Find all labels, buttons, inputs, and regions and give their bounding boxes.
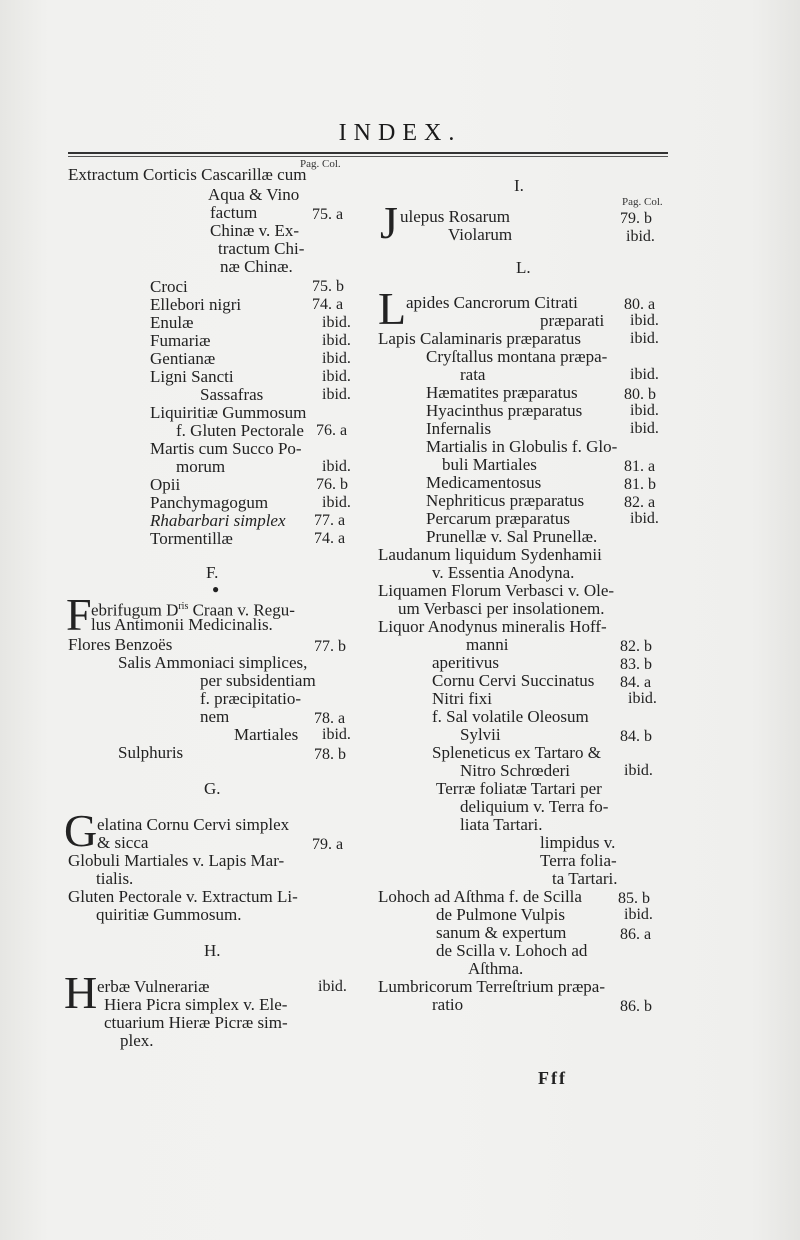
entry-line: næ Chinæ. xyxy=(220,257,293,276)
entry-line: Croci xyxy=(150,277,188,296)
entry-line: sanum & expertum xyxy=(436,923,567,942)
right-column-header: Pag. Col. xyxy=(622,196,663,208)
entry-line: ratio xyxy=(432,995,464,1014)
entry-line: Lapis Calaminaris præparatus xyxy=(378,329,582,348)
entry-line: ulepus Rosarum xyxy=(400,207,511,226)
page-reference: 84. a xyxy=(620,674,652,691)
entry-line: Liquiritiæ Gummosum xyxy=(150,403,307,422)
entry-line: elatina Cornu Cervi simplex xyxy=(97,815,290,834)
page-reference: ibid. xyxy=(628,690,657,707)
entry-line: Tormentillæ xyxy=(150,529,233,548)
entry-line: Martis cum Succo Po- xyxy=(150,439,302,458)
drop-cap: G xyxy=(64,805,98,856)
page-reference: 81. a xyxy=(624,458,656,475)
page-reference: 79. a xyxy=(312,836,344,853)
entry-line: præparati xyxy=(540,311,605,330)
entry-line: Liquamen Florum Verbasci v. Ole- xyxy=(378,581,615,600)
entry-line: Cryſtallus montana præpa- xyxy=(426,347,608,366)
left-column-header: Pag. Col. xyxy=(300,158,341,170)
entry-line: plex. xyxy=(120,1031,154,1050)
section-heading: I. xyxy=(514,176,524,195)
entry-line: Sassafras xyxy=(200,385,264,404)
entry-line: rata xyxy=(460,365,486,384)
page-reference: ibid. xyxy=(624,762,653,779)
section-heading: G. xyxy=(204,779,221,798)
drop-cap: J xyxy=(380,197,398,248)
signature-mark: Fff xyxy=(538,1068,567,1088)
entry-line: deliquium v. Terra fo- xyxy=(460,797,609,816)
page-reference: ibid. xyxy=(322,386,351,403)
entry-line: quiritiæ Gummosum. xyxy=(96,905,242,924)
page-reference: 76. a xyxy=(316,422,348,439)
entry-line: Hiera Picra simplex v. Ele- xyxy=(104,995,288,1014)
entry-line: & sicca xyxy=(97,833,149,852)
page-title: INDEX. xyxy=(338,120,462,146)
section-heading: F. xyxy=(206,563,219,582)
entry-line: Sulphuris xyxy=(118,743,184,762)
page-reference: ibid. xyxy=(322,368,351,385)
entry-line: ebrifugum $D^{ris}$ Craan v. Regu- xyxy=(91,600,295,620)
entry-line: buli Martiales xyxy=(442,455,537,474)
entry-line: nem xyxy=(200,707,230,726)
entry-line: Laudanum liquidum Sydenhamii xyxy=(378,545,602,564)
entry-line: aperitivus xyxy=(432,653,500,672)
entry-line: Cornu Cervi Succinatus xyxy=(432,671,595,690)
entry-line: f. Sal volatile Oleosum xyxy=(432,707,589,726)
section-heading: H. xyxy=(204,941,221,960)
entry-line: tialis. xyxy=(96,869,134,888)
entry-line: Flores Benzoës xyxy=(68,635,173,654)
page-reference: ibid. xyxy=(630,312,659,329)
entry-line: limpidus v. xyxy=(540,833,616,852)
entry-line: tractum Chi- xyxy=(218,239,305,258)
page-reference: ibid. xyxy=(630,420,659,437)
entry-line: Nephriticus præparatus xyxy=(426,491,585,510)
entry-line: Gentianæ xyxy=(150,349,216,368)
page-reference: 83. b xyxy=(620,656,652,673)
entry-line: Extractum Corticis Cascarillæ cum xyxy=(68,165,307,184)
page-reference: ibid. xyxy=(630,510,659,527)
entry-line: Panchymagogum xyxy=(150,493,269,512)
entry-line: Lohoch ad Aſthma f. de Scilla xyxy=(378,887,582,906)
page-reference: ibid. xyxy=(318,978,347,995)
page-reference: 74. a xyxy=(312,296,344,313)
page-reference: 74. a xyxy=(314,530,346,547)
page-reference: 78. a xyxy=(314,710,346,727)
entry-line: Fumariæ xyxy=(150,331,211,350)
page-reference: 77. a xyxy=(314,512,346,529)
page-reference: ibid. xyxy=(624,906,653,923)
entry-line: Nitri fixi xyxy=(432,689,492,708)
entry-line: lus Antimonii Medicinalis. xyxy=(91,615,273,634)
entry-line: Hyacinthus præparatus xyxy=(426,401,583,420)
entry-line: Lumbricorum Terreſtrium præpa- xyxy=(378,977,605,996)
entry-line: de Scilla v. Lohoch ad xyxy=(436,941,588,960)
entry-line: Martialis in Globulis f. Glo- xyxy=(426,437,618,456)
page-reference: ibid. xyxy=(630,366,659,383)
entry-line: Prunellæ v. Sal Prunellæ. xyxy=(426,527,598,546)
entry-line: f. Gluten Pectorale xyxy=(176,421,304,440)
entry-line: manni xyxy=(466,635,509,654)
page-reference: 77. b xyxy=(314,638,346,655)
entry-line: Martiales xyxy=(234,725,299,744)
entry-line: v. Essentia Anodyna. xyxy=(432,563,575,582)
page-reference: 80. b xyxy=(624,386,656,403)
page-reference: 80. a xyxy=(624,296,656,313)
entry-line: Medicamentosus xyxy=(426,473,542,492)
page-reference: 82. a xyxy=(624,494,656,511)
page-reference: 79. b xyxy=(620,210,652,227)
entry-line: Salis Ammoniaci simplices, xyxy=(118,653,308,672)
entry-line: ta Tartari. xyxy=(552,869,618,888)
page-reference: 86. a xyxy=(620,926,652,943)
entry-line: Aſthma. xyxy=(468,959,524,978)
entry-line: Terra folia- xyxy=(540,851,617,870)
page-reference: 82. b xyxy=(620,638,652,655)
entry-line: apides Cancrorum Citrati xyxy=(406,293,578,312)
entry-line: Opii xyxy=(150,475,181,494)
entry-line: Ellebori nigri xyxy=(150,295,242,314)
page-reference: ibid. xyxy=(322,726,351,743)
page-reference: 75. b xyxy=(312,278,344,295)
entry-line: f. præcipitatio- xyxy=(200,689,302,708)
ornament-dot: ● xyxy=(212,582,220,596)
page-reference: 85. b xyxy=(618,890,650,907)
drop-cap: H xyxy=(64,967,98,1018)
page-reference: ibid. xyxy=(322,494,351,511)
page-reference: ibid. xyxy=(322,314,351,331)
entry-line: Chinæ v. Ex- xyxy=(210,221,300,240)
entry-line: de Pulmone Vulpis xyxy=(436,905,566,924)
page-reference: ibid. xyxy=(322,350,351,367)
drop-cap: L xyxy=(378,283,407,334)
entry-line: Spleneticus ex Tartaro & xyxy=(432,743,601,762)
entry-line: Nitro Schrœderi xyxy=(460,761,571,780)
entry-line: Gluten Pectorale v. Extractum Li- xyxy=(68,887,298,906)
page-reference: ibid. xyxy=(630,402,659,419)
page-reference: ibid. xyxy=(322,458,351,475)
entry-line: Aqua & Vino xyxy=(208,185,300,204)
entry-line: Rhabarbari simplex xyxy=(150,511,286,530)
page-reference: ibid. xyxy=(322,332,351,349)
entry-line: Hæmatites præparatus xyxy=(426,383,578,402)
page-reference: 84. b xyxy=(620,728,652,745)
entry-line: Sylvii xyxy=(460,725,501,744)
page-reference: 81. b xyxy=(624,476,656,493)
page-reference: 86. b xyxy=(620,998,652,1015)
entry-line: um Verbasci per insolationem. xyxy=(398,599,605,618)
entry-line: Ligni Sancti xyxy=(150,367,234,386)
entry-line: Violarum xyxy=(448,225,513,244)
section-heading: L. xyxy=(516,258,531,277)
entry-line: factum xyxy=(210,203,258,222)
entry-line: per subsidentiam xyxy=(200,671,316,690)
entry-line: Terræ foliatæ Tartari per xyxy=(436,779,602,798)
drop-cap: F xyxy=(66,589,92,640)
page-reference: ibid. xyxy=(626,228,655,245)
page-reference: 75. a xyxy=(312,206,344,223)
entry-line: Infernalis xyxy=(426,419,492,438)
entry-line: morum xyxy=(176,457,226,476)
page-reference: 78. b xyxy=(314,746,346,763)
entry-line: Percarum præparatus xyxy=(426,509,570,528)
entry-line: ctuarium Hieræ Picræ sim- xyxy=(104,1013,288,1032)
entry-line: Enulæ xyxy=(150,313,194,332)
entry-line: liata Tartari. xyxy=(460,815,543,834)
page-reference: ibid. xyxy=(630,330,659,347)
entry-line: erbæ Vulnerariæ xyxy=(97,977,210,996)
entry-line: Globuli Martiales v. Lapis Mar- xyxy=(68,851,285,870)
entry-line: Liquor Anodynus mineralis Hoff- xyxy=(378,617,607,636)
page-reference: 76. b xyxy=(316,476,348,493)
